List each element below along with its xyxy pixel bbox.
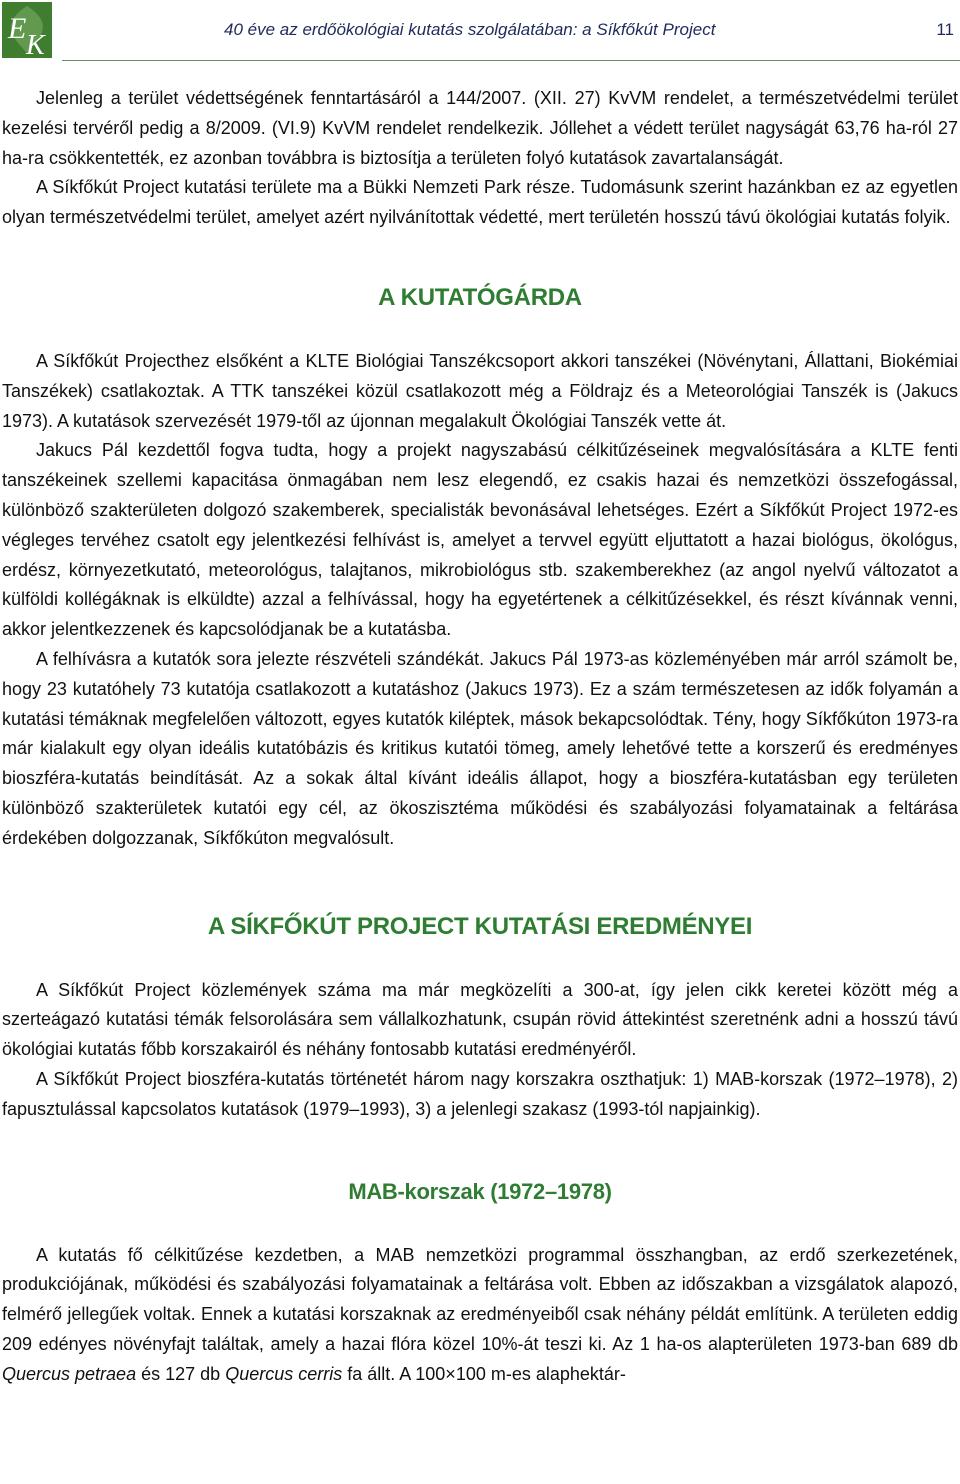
species-quercus-petraea: Quercus petraea (2, 1363, 137, 1384)
body-paragraph: A Síkfőkút Project közlemények száma ma már megközelíti a 300-at, így jelen cikk keretei között még a szerteágazó kutatási témák felsorolására sem vállalkozhatunk, csupán rövid áttekintést szeretnénk adni a hosszú távú ökológiai kutatás főbb korszakairól és néhány fontosabb kutatási eredményéről. (2, 979, 958, 1060)
intro-paragraph: A Síkfőkút Project kutatási területe ma a Bükki Nemzeti Park része. Tudomásunk szerint hazánkban ez az egyetlen olyan természetvédelmi terület, amelyet azért nyilvánítottak védetté, mert területén hosszú távú ökológiai kutatás folyik. (2, 177, 958, 228)
svg-text:E: E (8, 12, 27, 45)
mab-text-part1: A kutatás fő célkitűzése kezdetben, a MAB nemzetközi programmal összhangban, az erdő szerkezetének, produkciójának, működési és szabályozási folyamatainak a feltárása volt. Ebben az időszakban a vizsgálatok alapozó, felmérő jellegűek voltak. Ennek a kutatási korszaknak az eredményeiből csak néhány példát említünk. A területen eddig 209 edényes növényfajt találtak, amely a hazai flóra közel 10%-át teszi ki. Az 1 ha-os alapterületen 1973-ban 689 db (2, 1244, 958, 1354)
section-heading-kutatogarda: A KUTATÓGÁRDA (378, 283, 582, 311)
body-paragraph: Jakucs Pál kezdettől fogva tudta, hogy a projekt nagyszabású célkitűzéseinek megvalósítására a KLTE fenti tanszékeinek szellemi kapacitása önmagában nem lesz elegendő, ez csakis hazai és nemzetközi összefogással, különböző szakterületen dolgozó szakemberek, specialisták bevonásával lehetséges. Ezért a Síkfőkút Project 1972-es végleges tervéhez csatolt egy jelentkezési felhívást is, amelyet a tervvel együtt eljuttatott a hazai biológus, ökológus, erdész, környezetkutató, meteorológus, talajtanos, mikrobiológus stb. szakemberekhez (az angol nyelvű változatot a külföldi kollégáknak is elküldte) azzal a felhívással, hogy ha egyetértenek a célkitűzésekkel, és részt kívánnak venni, akkor jelentkezzenek és kapcsolódjanak be a kutatásba. (2, 440, 958, 640)
page-header (0, 0, 960, 62)
page-number: 11 (936, 20, 954, 39)
body-paragraph: A Síkfőkút Projecthez elsőként a KLTE Biológiai Tanszékcsoport akkori tanszékei (Növénytani, Állattani, Biokémiai Tanszékek) csatlakoztak. A TTK tanszékei közül csatlakozott még a Földrajz és a Meteorológiai Tanszék is (Jakucs 1973). A kutatások szervezését 1979-től az újonnan megalakult Ökológiai Tanszék vette át. (2, 350, 958, 431)
running-title: 40 éve az erdőökológiai kutatás szolgálatában: a Síkfőkút Project (224, 20, 716, 39)
body-paragraph (2, 1241, 958, 1390)
species-quercus-cerris: Quercus cerris (225, 1363, 343, 1384)
body-paragraph: A felhívásra a kutatók sora jelezte részvételi szándékát. Jakucs Pál 1973-as közleményében már arról számolt be, hogy 23 kutatóhely 73 kutatója csatlakozott a kutatáshoz (Jakucs 1973). Ez a szám természetesen az idők folyamán a kutatási témáknak megfelelően változott, egyes kutatók kiléptek, mások bekapcsolódtak. Tény, hogy Síkfőkúton 1973-ra már kialakult egy olyan ideális kutatóbázis és kritikus kutatói tömeg, amely lehetővé tette a korszerű és eredményes bioszféra-kutatás beindítását. Az a sokak által kívánt ideális állapot, hogy a bioszféra-kutatásban egy területen különböző szakterületek kutatói egy cél, az ökoszisztéma működési és szabályozási folyamatainak a feltárása érdekében dolgozzanak, Síkfőkúton megvalósult. (2, 648, 958, 848)
section-heading-eredmenyek: A SÍKFŐKÚT PROJECT KUTATÁSI EREDMÉNYEI (207, 912, 753, 940)
header-rule (62, 60, 960, 61)
mab-text-part2: és 127 db (141, 1363, 221, 1384)
section-heading-mab: MAB-korszak (1972–1978) (348, 1178, 612, 1204)
body-paragraph: A Síkfőkút Project bioszféra-kutatás történetét három nagy korszakra oszthatjuk: 1) MAB-korszak (1972–1978), 2) fapusztulással kapcsolatos kutatások (1979–1993), 3) a jelenlegi szakasz (1993-tól napjainkig). (2, 1068, 958, 1119)
document-body (2, 84, 958, 1390)
svg-text:K: K (26, 30, 45, 58)
mab-text-part3: fa állt. A 100×100 m-es alaphektár- (347, 1363, 626, 1384)
ek-logo (2, 2, 52, 58)
intro-paragraph: Jelenleg a terület védettségének fenntartásáról a 144/2007. (XII. 27) KvVM rendelet, a természetvédelmi terület kezelési tervéről pedig a 8/2009. (VI.9) KvVM rendelet rendelkezik. Jóllehet a védett terület nagyságát 63,76 ha-ról 27 ha-ra csökkentették, ez azonban továbbra is biztosítja a területen folyó kutatások zavartalanságát. (2, 88, 958, 168)
